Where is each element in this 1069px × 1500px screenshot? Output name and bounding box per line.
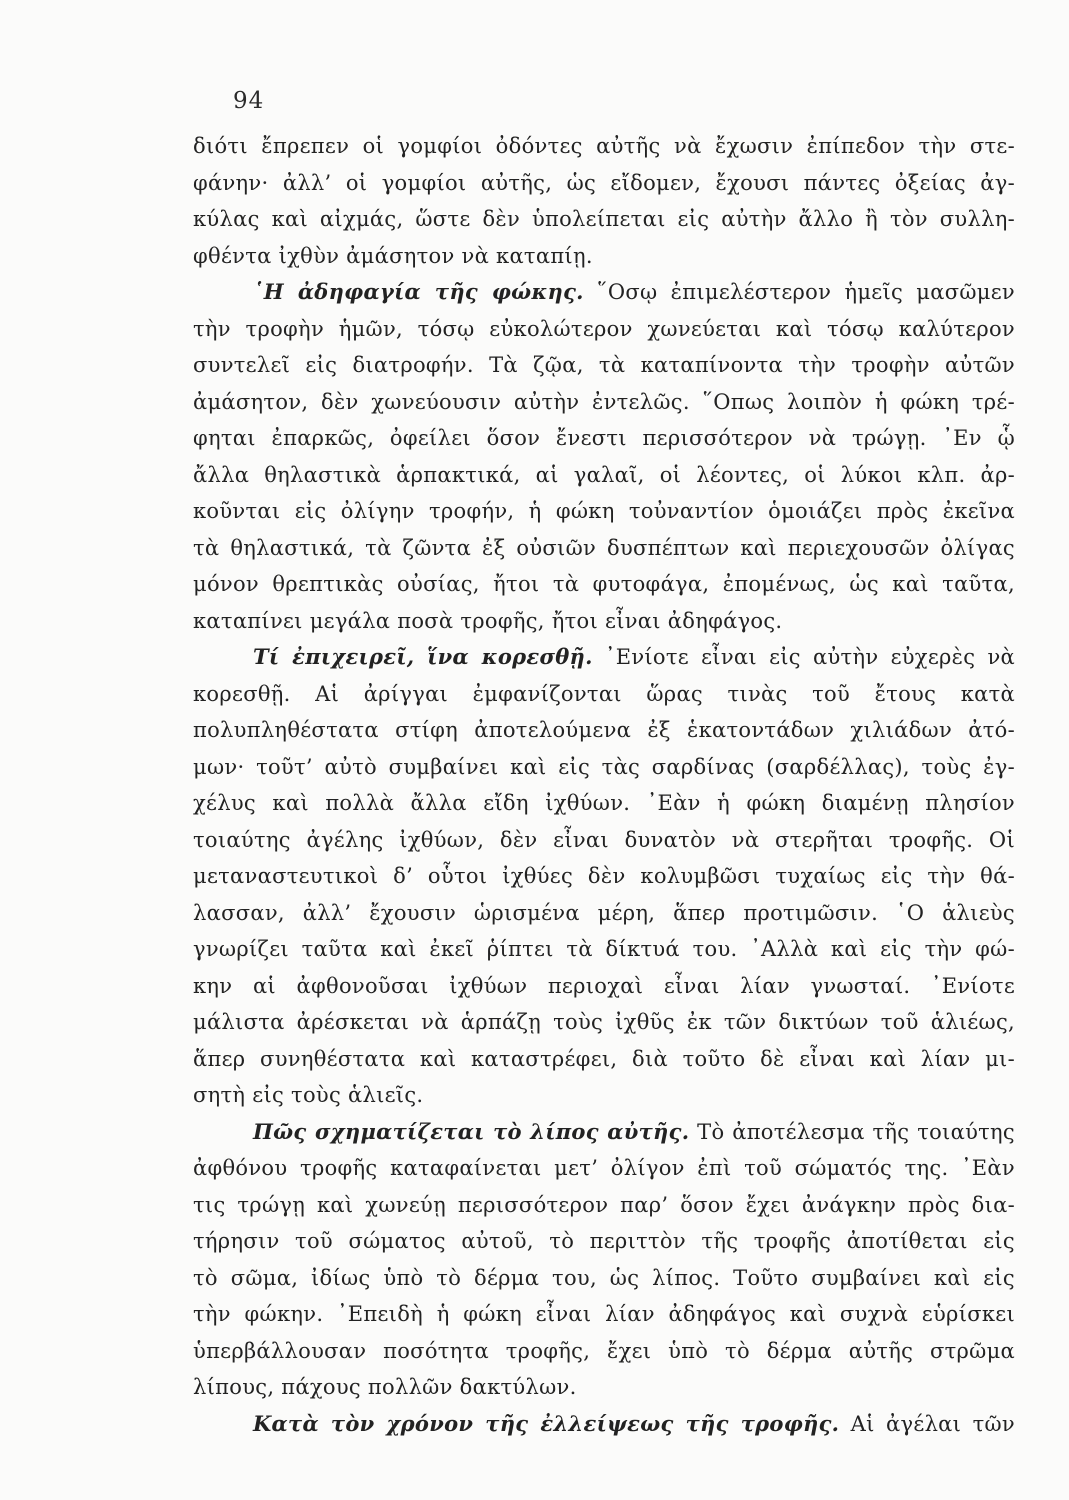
- section-heading: Κατὰ τὸν χρόνον τῆς ἐλλείψεως τῆς τροφῆς.: [253, 1410, 840, 1436]
- text-line: τὸ σῶμα, ἰδίως ὑπὸ τὸ δέρμα του, ὡς λίπος. Τοῦτο συμβαίνει καὶ εἰς: [193, 1265, 1015, 1290]
- text-line: λίπους, πάχους πολλῶν δακτύλων.: [193, 1375, 577, 1399]
- text-line: μεταναστευτικοὶ δ’ οὗτοι ἰχθύες δὲν κολυμβῶσι τυχαίως εἰς τὴν θά-: [193, 864, 1015, 888]
- section-heading-line: Πῶς σχηματίζεται τὸ λίπος αὐτῆς. Τὸ ἀποτέλεσμα τῆς τοιαύτης: [253, 1118, 1015, 1144]
- text-line: τις τρώγῃ καὶ χωνεύῃ περισσότερον παρ’ ὅσον ἔχει ἀνάγκην πρὸς δια-: [193, 1192, 1015, 1217]
- text-line: φηται ἐπαρκῶς, ὀφείλει ὅσον ἔνεστι περισσότερον νὰ τρώγῃ. ᾿Εν ᾧ: [193, 426, 1015, 450]
- text-line: μόνον θρεπτικὰς οὐσίας, ἤτοι τὰ φυτοφάγα, ἐπομένως, ὡς καὶ ταῦτα,: [193, 572, 1015, 596]
- text-line: διότι ἔπρεπεν οἱ γομφίοι ὀδόντες αὐτῆς νὰ ἔχωσιν ἐπίπεδον τὴν στε-: [193, 134, 1015, 158]
- section-heading: Πῶς σχηματίζεται τὸ λίπος αὐτῆς.: [253, 1118, 690, 1144]
- section-heading-line: Τί ἐπιχειρεῖ, ἵνα κορεσθῇ. ᾿Ενίοτε εἶναι εἰς αὐτὴν εὐχερὲς νὰ: [253, 644, 1015, 669]
- text-line: ἀφθόνου τροφῆς καταφαίνεται μετ’ ὀλίγον ἐπὶ τοῦ σώματός της. ᾿Εὰν: [193, 1156, 1015, 1180]
- text-line: τοιαύτης ἀγέλης ἰχθύων, δὲν εἶναι δυνατὸν νὰ στερῆται τροφῆς. Οἱ: [193, 827, 1015, 852]
- text-line: τὰ θηλαστικά, τὰ ζῶντα ἐξ οὐσιῶν δυσπέπτων καὶ περιεχουσῶν ὀλίγας: [193, 535, 1015, 560]
- text-line: τὴν φώκην. ᾿Επειδὴ ἡ φώκη εἶναι λίαν ἀδηφάγος καὶ συχνὰ εὑρίσκει: [193, 1302, 1015, 1326]
- text-line: καταπίνει μεγάλα ποσὰ τροφῆς, ἤτοι εἶναι ἀδηφάγος.: [193, 608, 783, 633]
- text-line: κοῦνται εἰς ὀλίγην τροφήν, ἡ φώκη τοὐναντίον ὁμοιάζει πρὸς ἐκεῖνα: [193, 499, 1015, 523]
- page-number: 94: [233, 88, 265, 114]
- section-heading: Τί ἐπιχειρεῖ, ἵνα κορεσθῇ.: [253, 644, 593, 669]
- text-line: σητὴ εἰς τοὺς ἁλιεῖς.: [193, 1083, 424, 1107]
- section-heading: ῾Η ἀδηφαγία τῆς φώκης.: [253, 279, 584, 304]
- text-line: μων· τοῦτ’ αὐτὸ συμβαίνει καὶ εἰς τὰς σαρδίνας (σαρδέλλας), τοὺς ἐγ-: [193, 754, 1015, 779]
- body-text: [193, 128, 1015, 1442]
- text-line: ἅπερ συνηθέστατα καὶ καταστρέφει, διὰ τοῦτο δὲ εἶναι καὶ λίαν μι-: [193, 1046, 1015, 1071]
- text-line: κορεσθῇ. Αἱ ἀρίγγαι ἐμφανίζονται ὥρας τινὰς τοῦ ἔτους κατὰ: [193, 681, 1015, 706]
- text-line: λασσαν, ἀλλ’ ἔχουσιν ὡρισμένα μέρη, ἅπερ προτιμῶσιν. ῾Ο ἁλιεὺς: [193, 900, 1015, 925]
- section-heading-line: ῾Η ἀδηφαγία τῆς φώκης. ῞Οσῳ ἐπιμελέστερον ἡμεῖς μασῶμεν: [253, 279, 1015, 304]
- text-line: πολυπληθέστατα στίφη ἀποτελούμενα ἐξ ἑκατοντάδων χιλιάδων ἀτό-: [193, 718, 1015, 742]
- text-line: ὑπερβάλλουσαν ποσότητα τροφῆς, ἔχει ὑπὸ τὸ δέρμα αὐτῆς στρῶμα: [193, 1338, 1015, 1363]
- text-line: τὴν τροφὴν ἡμῶν, τόσῳ εὐκολώτερον χωνεύεται καὶ τόσῳ καλύτερον: [193, 316, 1015, 341]
- text-line: ἄλλα θηλαστικὰ ἁρπακτικά, αἱ γαλαῖ, οἱ λέοντες, οἱ λύκοι κλπ. ἀρ-: [193, 462, 1015, 487]
- text-line: μάλιστα ἀρέσκεται νὰ ἁρπάζῃ τοὺς ἰχθῦς ἐκ τῶν δικτύων τοῦ ἁλιέως,: [193, 1010, 1015, 1034]
- text-line: φάνην· ἀλλ’ οἱ γομφίοι αὐτῆς, ὡς εἴδομεν, ἔχουσι πάντες ὀξείας ἀγ-: [193, 170, 1015, 195]
- section-heading-line: Κατὰ τὸν χρόνον τῆς ἐλλείψεως τῆς τροφῆς. Αἱ ἀγέλαι τῶν: [253, 1410, 1015, 1436]
- text-line: χέλυς καὶ πολλὰ ἄλλα εἴδη ἰχθύων. ᾿Εὰν ἡ φώκη διαμένῃ πλησίον: [193, 791, 1015, 815]
- text-line: τήρησιν τοῦ σώματος αὐτοῦ, τὸ περιττὸν τῆς τροφῆς ἀποτίθεται εἰς: [193, 1229, 1015, 1253]
- text-line: κύλας καὶ αἰχμάς, ὥστε δὲν ὑπολείπεται εἰς αὐτὴν ἄλλο ἢ τὸν συλλη-: [193, 207, 1015, 231]
- text-line: ἀμάσητον, δὲν χωνεύουσιν αὐτὴν ἐντελῶς. ῞Οπως λοιπὸν ἡ φώκη τρέ-: [193, 389, 1015, 414]
- text-line: γνωρίζει ταῦτα καὶ ἐκεῖ ῥίπτει τὰ δίκτυά του. ᾿Αλλὰ καὶ εἰς τὴν φώ-: [193, 937, 1015, 961]
- text-line: κην αἱ ἀφθονοῦσαι ἰχθύων περιοχαὶ εἶναι λίαν γνωσταί. ᾿Ενίοτε: [193, 973, 1015, 998]
- text-line: συντελεῖ εἰς διατροφήν. Τὰ ζῷα, τὰ καταπίνοντα τὴν τροφὴν αὐτῶν: [193, 353, 1015, 377]
- text-line: φθέντα ἰχθὺν ἀμάσητον νὰ καταπίῃ.: [193, 243, 593, 268]
